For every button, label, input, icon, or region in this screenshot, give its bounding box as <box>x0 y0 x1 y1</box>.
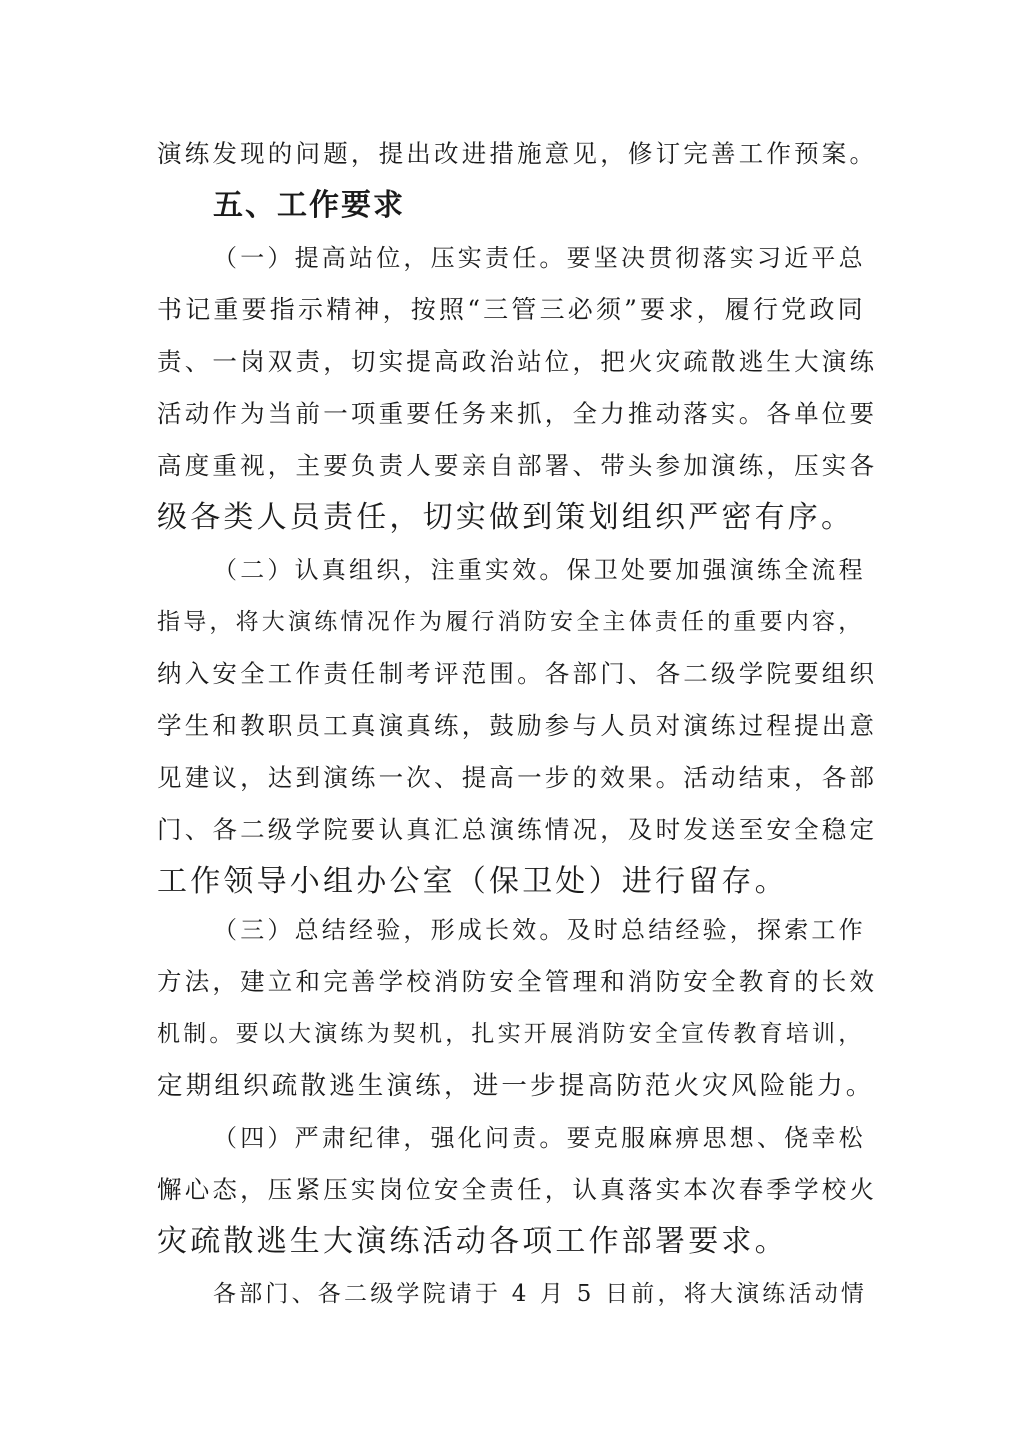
text-line: 工作领导小组办公室（保卫处）进行留存。 <box>157 864 788 899</box>
text-line: 见建议，达到演练一次、提高一步的效果。活动结束，各部 <box>157 763 878 792</box>
text-line: 灾疏散逃生大演练活动各项工作部署要求。 <box>157 1224 788 1259</box>
text-line: 活动作为当前一项重要任务来抓，全力推动落实。各单位要 <box>157 399 878 428</box>
text-line: 定期组织疏散逃生演练，进一步提高防范火灾风险能力。 <box>157 1071 875 1101</box>
text-line: 方法，建立和完善学校消防安全管理和消防安全教育的长效 <box>157 967 878 996</box>
text-line: （四）严肃纪律，强化问责。要克服麻痹思想、侥幸松 <box>213 1124 866 1152</box>
text-line: （二）认真组织，注重实效。保卫处要加强演练全流程 <box>213 556 866 584</box>
text-line: 级各类人员责任，切实做到策划组织严密有序。 <box>157 500 855 535</box>
text-line: （三）总结经验，形成长效。及时总结经验，探索工作 <box>213 916 866 944</box>
text-line: 纳入安全工作责任制考评范围。各部门、各二级学院要组织 <box>157 659 878 688</box>
text-line: 书记重要指示精神，按照“三管三必须”要求，履行党政同 <box>157 295 866 324</box>
text-line: 懈心态，压紧压实岗位安全责任，认真落实本次春季学校火 <box>157 1175 878 1204</box>
text-line: 责、一岗双责，切实提高政治站位，把火灾疏散逃生大演练 <box>157 347 878 376</box>
text-line: 门、各二级学院要认真汇总演练情况，及时发送至安全稳定 <box>157 815 878 844</box>
text-line: （一）提高站位，压实责任。要坚决贯彻落实习近平总 <box>213 244 866 272</box>
section-heading: 五、工作要求 <box>213 188 405 223</box>
text-line: 高度重视，主要负责人要亲自部署、带头参加演练，压实各 <box>157 451 878 480</box>
text-line: 演练发现的问题，提出改进措施意见，修订完善工作预案。 <box>157 139 878 168</box>
text-line: 指导，将大演练情况作为履行消防安全主体责任的重要内容， <box>157 609 865 635</box>
text-line: 机制。要以大演练为契机，扎实开展消防安全宣传教育培训， <box>157 1021 865 1047</box>
text-line: 各部门、各二级学院请于 4 月 5 日前，将大演练活动情 <box>213 1281 868 1307</box>
text-line: 学生和教职员工真演真练，鼓励参与人员对演练过程提出意 <box>157 711 878 740</box>
